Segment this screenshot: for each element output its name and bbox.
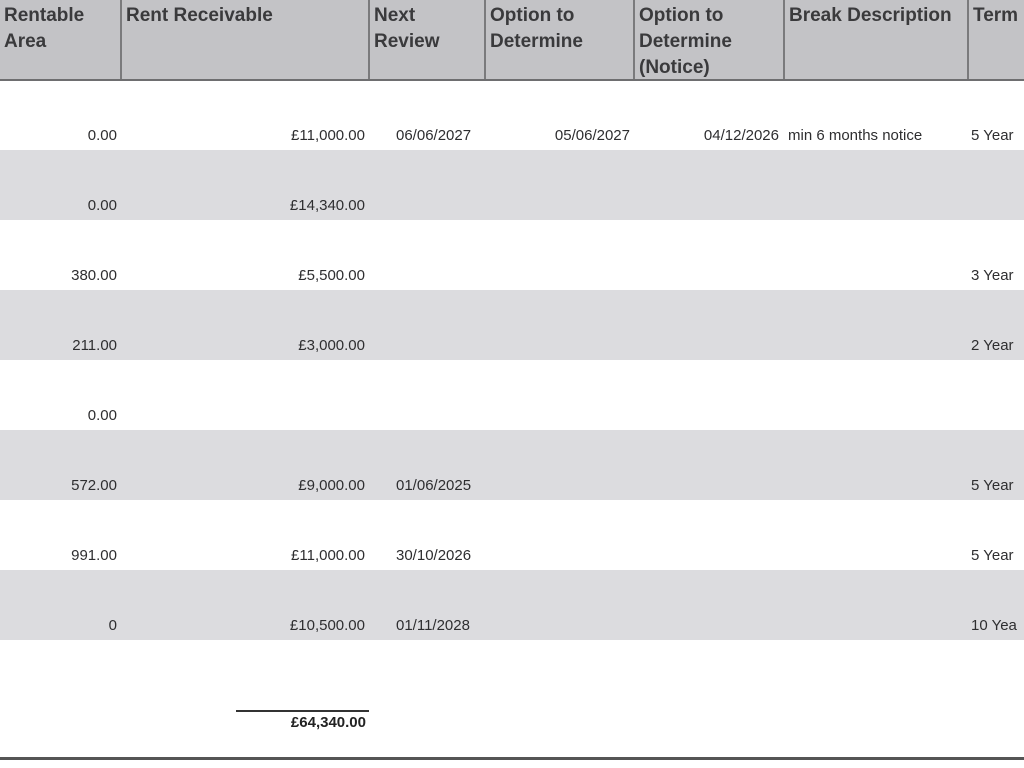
cell-term: 5 Year [971, 547, 1014, 564]
table-row[interactable] [0, 220, 1024, 290]
cell-review [396, 406, 486, 426]
cell-option: 05/06/2027 [554, 127, 630, 144]
header-next-review[interactable]: Next Review [368, 0, 485, 79]
total-rule [236, 710, 369, 712]
cell-area: 0.00 [87, 407, 117, 424]
table-row[interactable] [0, 500, 1024, 570]
table-header [0, 0, 1024, 81]
header-term[interactable]: Term [967, 0, 1024, 79]
cell-term [971, 196, 1024, 216]
cell-rent: £10,500.00 [289, 617, 365, 634]
cell-term: 2 Year [971, 337, 1014, 354]
table-row[interactable] [0, 150, 1024, 220]
header-option-determine[interactable]: Option to Determine [484, 0, 634, 79]
cell-option [520, 196, 630, 216]
header-rentable-area[interactable]: Rentable Area [4, 5, 85, 52]
cell-option [520, 336, 630, 356]
cell-notice [660, 336, 779, 356]
cell-break [788, 406, 966, 426]
table-row[interactable] [0, 360, 1024, 430]
cell-notice [660, 546, 779, 566]
cell-review [396, 196, 486, 216]
header-break-description[interactable]: Break Description [783, 0, 968, 79]
cell-area: 991.00 [71, 547, 117, 564]
cell-area: 380.00 [71, 267, 117, 284]
cell-rent: £11,000.00 [291, 127, 365, 144]
cell-break [788, 336, 966, 356]
cell-area: 0.00 [87, 197, 117, 214]
cell-notice [660, 266, 779, 286]
cell-review [396, 336, 486, 356]
cell-area: 0 [108, 617, 117, 634]
cell-rent: £9,000.00 [298, 477, 365, 494]
cell-review: 30/10/2026 [396, 547, 472, 564]
cell-break [788, 616, 966, 636]
rent-total: £64,340.00 [290, 714, 366, 731]
table-row[interactable] [0, 80, 1024, 150]
cell-term: 5 Year [971, 477, 1014, 494]
cell-review: 01/06/2025 [396, 477, 472, 494]
cell-break [788, 196, 966, 216]
cell-option [520, 406, 630, 426]
cell-notice [660, 476, 779, 496]
cell-term: 10 Yea [971, 617, 1017, 634]
cell-rent: £3,000.00 [298, 337, 365, 354]
header-option-determine-notice[interactable]: Option to Determine (Notice) [633, 0, 784, 79]
cell-break: min 6 months notice [788, 127, 923, 144]
cell-rent [200, 406, 365, 426]
cell-break [788, 546, 966, 566]
table-row[interactable] [0, 430, 1024, 500]
cell-option [520, 616, 630, 636]
cell-break [788, 476, 966, 496]
cell-break [788, 266, 966, 286]
cell-option [520, 476, 630, 496]
cell-review: 06/06/2027 [396, 127, 472, 144]
cell-notice [660, 196, 779, 216]
cell-option [520, 546, 630, 566]
cell-notice [660, 406, 779, 426]
cell-area: 572.00 [71, 477, 117, 494]
cell-term: 5 Year [971, 127, 1014, 144]
cell-term: 3 Year [971, 267, 1014, 284]
cell-review [396, 266, 486, 286]
cell-rent: £14,340.00 [289, 197, 365, 214]
cell-area: 211.00 [72, 337, 117, 354]
cell-area: 0.00 [87, 127, 117, 144]
cell-rent: £5,500.00 [298, 267, 365, 284]
cell-review: 01/11/2028 [396, 617, 470, 634]
cell-term [971, 406, 1024, 426]
table-row[interactable] [0, 290, 1024, 360]
header-rent-receivable[interactable]: Rent Receivable [120, 0, 369, 79]
cell-rent: £11,000.00 [291, 547, 365, 564]
bottom-border [0, 757, 1024, 760]
cell-notice [660, 616, 779, 636]
cell-option [520, 266, 630, 286]
cell-notice: 04/12/2026 [703, 127, 779, 144]
table-row[interactable] [0, 570, 1024, 640]
